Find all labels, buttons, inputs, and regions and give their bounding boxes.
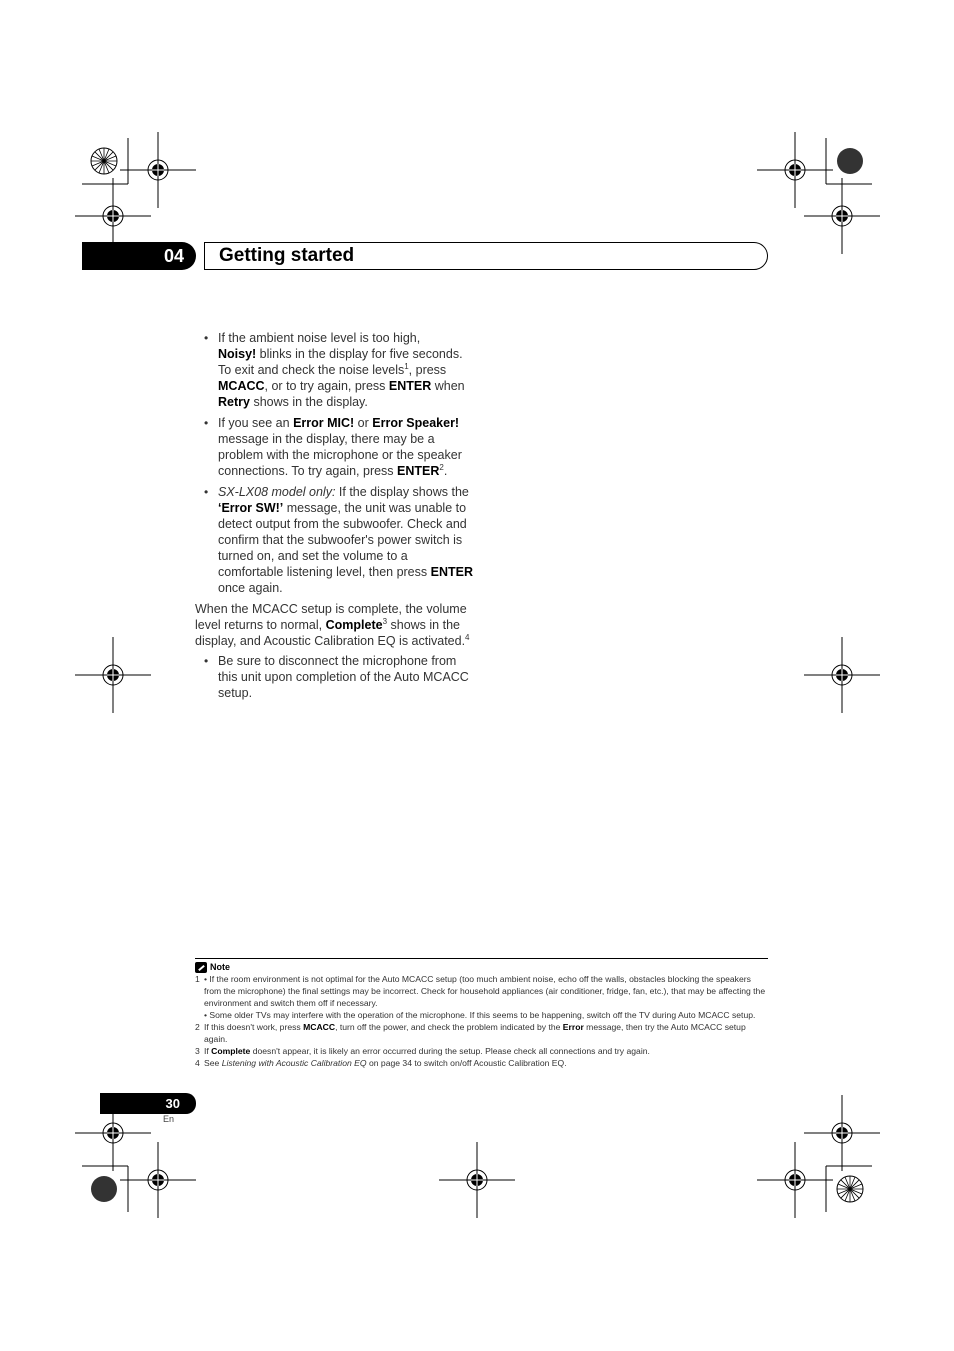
bullet-noisy: • If the ambient noise level is too high, Noisy! blinks in the display for five seconds. To exit and check the noise levels$^1$, press MCACC, or to try again, press ENTER when Retry shows in the display. (195, 330, 473, 410)
crop-mark-bottom-right (757, 1095, 880, 1218)
paragraph-complete: When the MCACC setup is complete, the volume level returns to normal, Complete$^3$ shows in the display, and Acoustic Calibration EQ is activated.$^4$ (195, 602, 470, 648)
chapter-title-box (204, 242, 768, 270)
solid-target-icon (91, 1176, 117, 1202)
crop-mark-bottom-center (439, 1142, 515, 1218)
footnote-4: 4 See Listening with Acoustic Calibration EQ on page 34 to switch on/off Acoustic Calibration EQ. (195, 1058, 567, 1068)
crop-mark-middle-right (804, 637, 880, 713)
bullet-error-sw: • SX-LX08 model only: If the display shows the ‘Error SW!’ message, the unit was unable to detect output from the subwoofer. Check and confirm that the subwoofer's power switch is turned on, and set the volume to a comfortable listening level, then press ENTER once again. (195, 484, 473, 596)
bullet-error-mic: • If you see an Error MIC! or Error Speaker! message in the display, there may be a problem with the microphone or the speaker connections. To try again, press ENTER$^2$. (195, 415, 473, 479)
page-number: 30 (100, 1093, 196, 1114)
footnote-1: 1 • If the room environment is not optimal for the Auto MCACC setup (too much ambient noise, echo off the walls, obstacles blocking the speakers from the microphone) the final settings may be incorrect. Check for household appliances (air conditioner, fridge, fan, etc.), that may be affecting the environment and switch them off if necessary. • Some older TVs may interfere with the operation of the microphone. If this seems to be happening, switch off the TV during Auto MCACC setup. (195, 974, 766, 1020)
body-column (195, 330, 473, 706)
footnote-2: 2 If this doesn't work, press MCACC, turn off the power, and check the problem indicated by the Error message, then try the Auto MCACC setup again. (195, 1022, 746, 1044)
solid-target-icon (837, 148, 863, 174)
note-divider (195, 958, 768, 959)
footnotes (195, 973, 768, 1069)
chapter-title: Getting started (219, 245, 355, 266)
page-language: En (163, 1114, 175, 1124)
crop-mark-top-left (75, 132, 196, 254)
note-heading: Note (195, 961, 230, 973)
pencil-icon (195, 962, 207, 973)
bullet-disconnect: • Be sure to disconnect the microphone from this unit upon completion of the Auto MCACC setup. (195, 653, 473, 701)
footnote-3: 3 If Complete doesn't appear, it is likely an error occurred during the setup. Please check all connections and try again. (195, 1046, 650, 1056)
crop-mark-top-right (757, 132, 880, 254)
chapter-number: 04 (82, 242, 196, 270)
crop-mark-middle-left (75, 637, 151, 713)
